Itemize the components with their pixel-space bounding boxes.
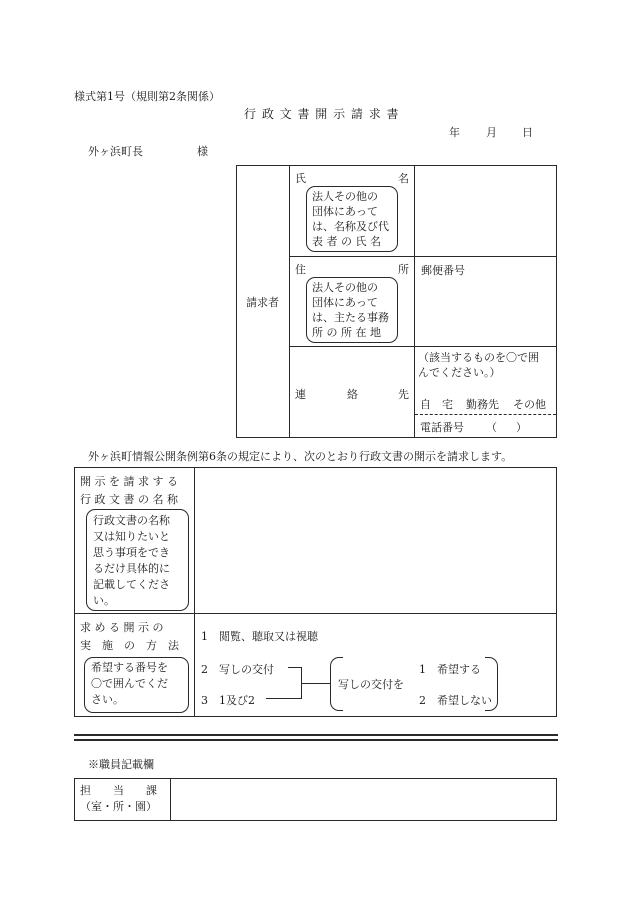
contact-note-line: んでください。） xyxy=(418,366,501,379)
method-note-line: 〇で囲んでくだ xyxy=(91,677,168,690)
doc-name-label-line: 開 示 を 請 求 す る xyxy=(80,475,178,488)
dept-label-line: 担 当 課 xyxy=(80,784,157,797)
staff-heading: ※職員記載欄 xyxy=(88,758,154,771)
doc-name-input-area[interactable] xyxy=(196,469,555,612)
name-label-1: 氏 xyxy=(295,172,306,185)
method-note-line: さい。 xyxy=(91,693,124,706)
method-option-copy[interactable]: 2 写しの交付 xyxy=(201,663,274,676)
doc-name-note xyxy=(93,513,170,609)
contact-label-2: 絡 xyxy=(347,388,358,401)
name-label-2: 名 xyxy=(398,172,409,185)
request-statement: 外ヶ浜町情報公開条例第6条の規定により、次のとおり行政文書の開示を請求します。 xyxy=(88,450,513,463)
address-note-line: は、主たる事務 xyxy=(312,311,389,324)
address-note-line: 団体にあって xyxy=(312,296,378,309)
method-note xyxy=(91,660,168,708)
method-label xyxy=(80,619,179,653)
dept-input-area[interactable] xyxy=(172,780,555,819)
doc-name-note-line: 又は知りたいと xyxy=(93,530,170,543)
doc-name-note-line: 行政文書の名称 xyxy=(93,514,170,527)
name-note xyxy=(312,189,389,249)
postal-code-label: 郵便番号 xyxy=(421,264,465,277)
copy-option-yes[interactable]: 1 希望する xyxy=(419,663,481,676)
method-note-line: 希望する番号を xyxy=(91,661,168,674)
doc-name-note-line: るだけ具体的に xyxy=(93,562,170,575)
address-note-line: 法人その他の xyxy=(312,281,378,294)
name-note-line: 表 者 の 氏 名 xyxy=(312,235,381,248)
addressee-name: 外ヶ浜町長 xyxy=(88,145,143,158)
date-year: 年 xyxy=(449,126,460,139)
doc-name-note-line: 思う事項をでき xyxy=(93,546,170,559)
name-note-line: は、名称及び代 xyxy=(312,220,389,233)
doc-name-note-line: い。 xyxy=(93,594,115,607)
address-input-area[interactable] xyxy=(416,278,555,344)
dept-label-line: （室・所・園） xyxy=(80,800,157,813)
name-note-line: 団体にあって xyxy=(312,205,378,218)
contact-option-work[interactable]: 勤務先 xyxy=(466,398,499,411)
doc-name-note-line: 記載してくださ xyxy=(93,578,170,591)
doc-name-label xyxy=(80,473,188,507)
name-note-line: 法人その他の xyxy=(312,190,378,203)
address-note xyxy=(312,280,389,340)
addressee-honorific: 様 xyxy=(197,145,208,158)
doc-name-label-line: 行 政 文 書 の 名 称 xyxy=(80,493,178,506)
phone-parens[interactable]: （ ） xyxy=(486,421,531,434)
method-label-line: 求 め る 開 示 の xyxy=(80,621,164,634)
contact-note xyxy=(418,350,539,380)
method-option-both[interactable]: 3 1及び2 xyxy=(201,694,255,707)
date-month: 月 xyxy=(486,126,497,139)
date-day: 日 xyxy=(522,126,533,139)
contact-note-line: （該当するものを〇で囲 xyxy=(418,351,539,364)
address-label-1: 住 xyxy=(295,263,306,276)
contact-label-1: 連 xyxy=(295,388,306,401)
name-input-area[interactable] xyxy=(416,167,555,255)
contact-label-3: 先 xyxy=(398,388,409,401)
copy-option-no[interactable]: 2 希望しない xyxy=(419,694,492,707)
form-title: 行 政 文 書 開 示 請 求 書 xyxy=(244,107,400,121)
address-note-line: 所 の 所 在 地 xyxy=(312,326,381,339)
dept-label xyxy=(80,783,157,815)
contact-option-other[interactable]: その他 xyxy=(513,398,546,411)
method-option-view[interactable]: 1 閲覧、聴取又は視聴 xyxy=(201,630,318,643)
requester-label: 請求者 xyxy=(246,296,279,309)
method-label-line: 実 施 の 方 法 xyxy=(80,639,179,652)
form-number: 様式第1号（規則第2条関係） xyxy=(74,90,220,103)
phone-label: 電話番号 xyxy=(420,421,464,434)
copy-label: 写しの交付を xyxy=(338,678,404,691)
address-label-2: 所 xyxy=(398,263,409,276)
contact-option-home[interactable]: 自 宅 xyxy=(420,398,453,411)
